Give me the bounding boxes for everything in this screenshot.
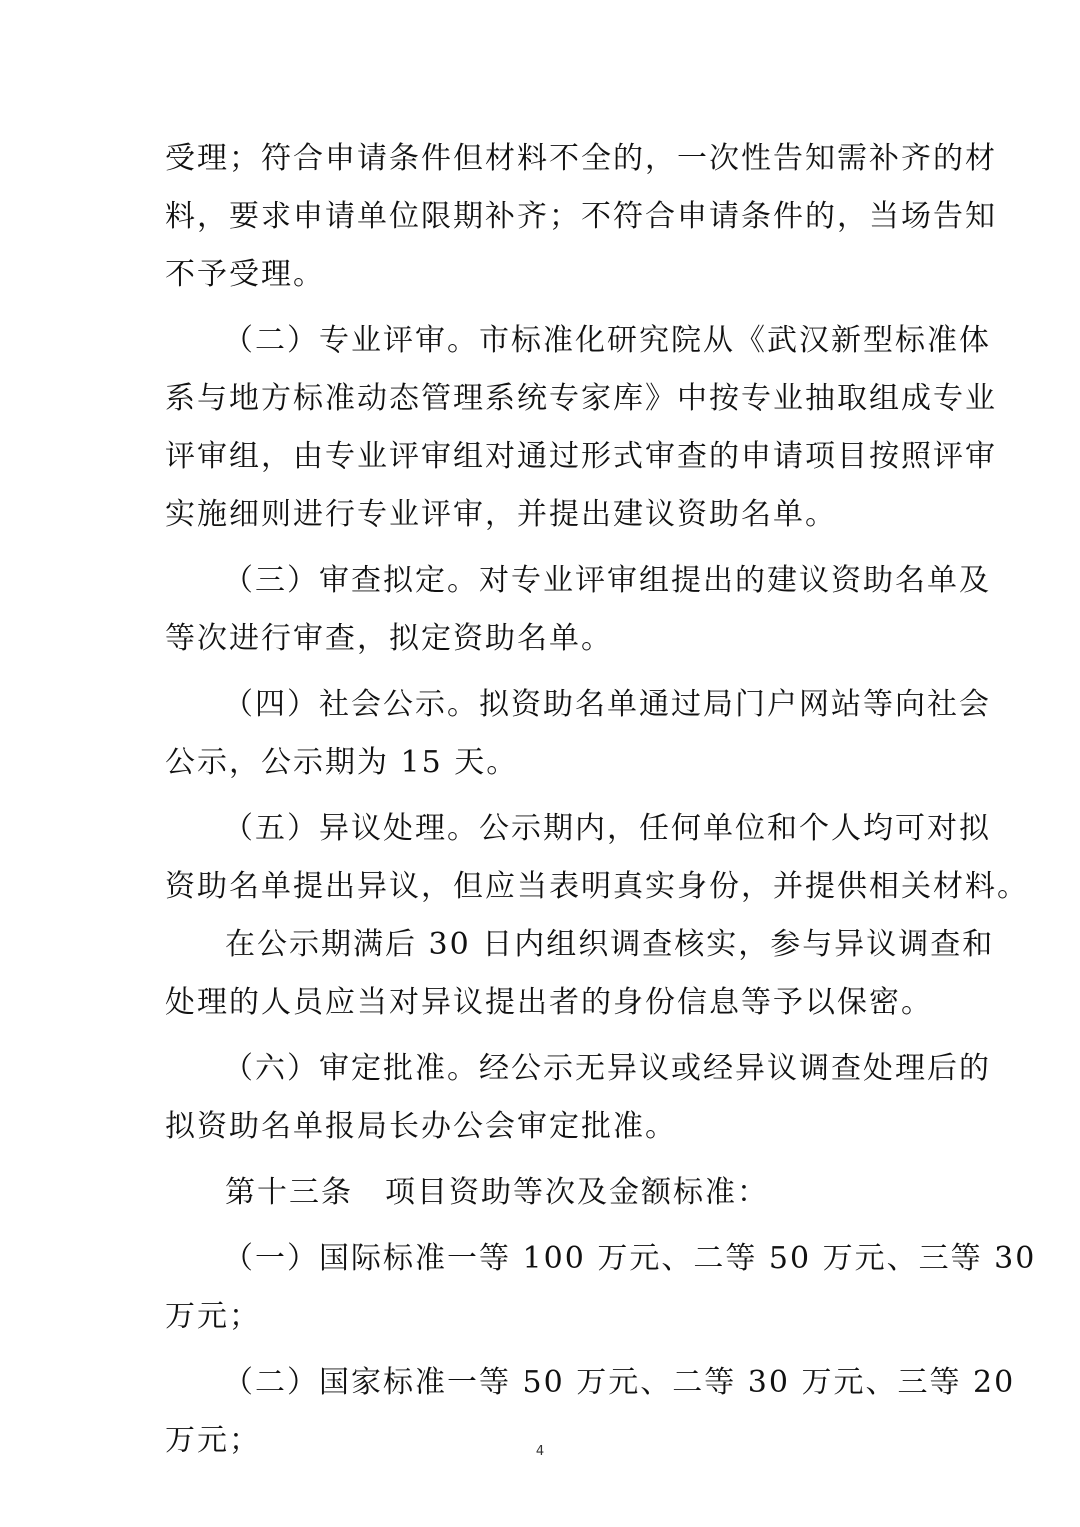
- body-line: 万元；: [165, 1423, 261, 1458]
- body-line: 拟资助名单报局长办公会审定批准。: [165, 1109, 677, 1144]
- list-item-line: （二）国家标准一等 50 万元、二等 30 万元、三等 20: [223, 1365, 1016, 1400]
- section-heading-line: （六）审定批准。经公示无异议或经异议调查处理后的: [223, 1051, 991, 1086]
- body-line: 等次进行审查，拟定资助名单。: [165, 621, 613, 656]
- body-line: 料，要求申请单位限期补齐；不符合申请条件的，当场告知: [165, 199, 997, 234]
- section-heading-line: （四）社会公示。拟资助名单通过局门户网站等向社会: [223, 687, 991, 722]
- body-line: 资助名单提出异议，但应当表明真实身份，并提供相关材料。: [165, 869, 1029, 904]
- body-line: 处理的人员应当对异议提出者的身份信息等予以保密。: [165, 985, 933, 1020]
- section-heading-line: （二）专业评审。市标准化研究院从《武汉新型标准体: [223, 323, 991, 358]
- body-line: 万元；: [165, 1299, 261, 1334]
- body-line: 系与地方标准动态管理系统专家库》中按专业抽取组成专业: [165, 381, 997, 416]
- body-line: 受理；符合申请条件但材料不全的，一次性告知需补齐的材: [165, 141, 997, 176]
- section-heading-line: （三）审查拟定。对专业评审组提出的建议资助名单及: [223, 563, 991, 598]
- page-number: 4: [535, 1444, 545, 1459]
- body-line: 公示，公示期为 15 天。: [165, 745, 519, 780]
- article-heading-line: 第十三条 项目资助等次及金额标准：: [225, 1175, 769, 1210]
- body-line: 评审组，由专业评审组对通过形式审查的申请项目按照评审: [165, 439, 997, 474]
- section-heading-line: （五）异议处理。公示期内，任何单位和个人均可对拟: [223, 811, 991, 846]
- document-body: [165, 130, 1037, 1470]
- list-item-line: （一）国际标准一等 100 万元、二等 50 万元、三等 30: [223, 1241, 1037, 1276]
- body-line: 实施细则进行专业评审，并提出建议资助名单。: [165, 497, 837, 532]
- body-line: 在公示期满后 30 日内组织调查核实，参与异议调查和: [225, 927, 995, 962]
- body-line: 不予受理。: [165, 257, 325, 292]
